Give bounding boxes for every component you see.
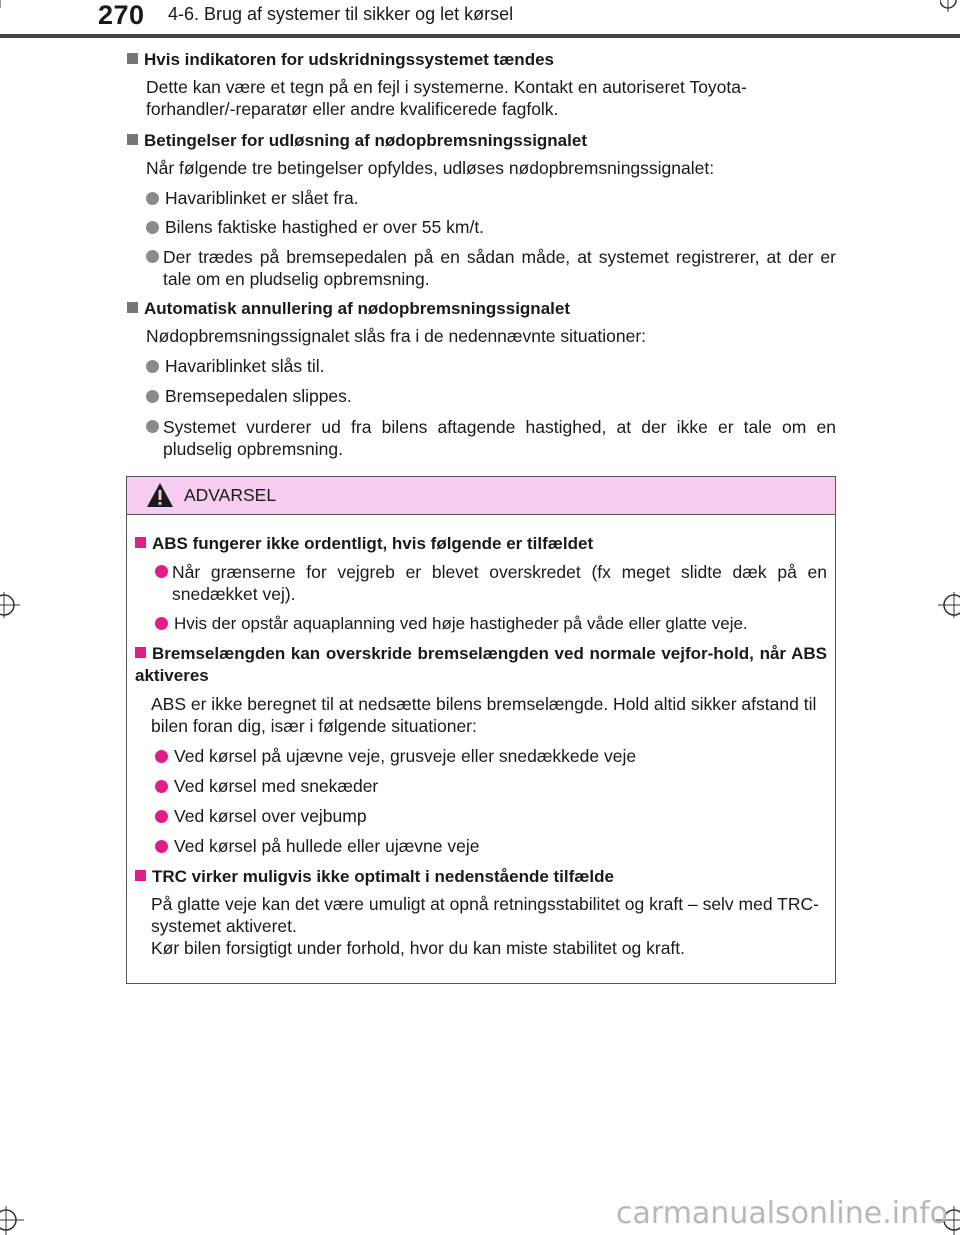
circle-bullet-icon <box>155 565 168 578</box>
warning-item-title: TRC virker muligvis ikke optimalt i nedenstående tilfælde <box>135 866 614 888</box>
header-rule <box>0 34 960 38</box>
circle-bullet-icon <box>146 420 159 433</box>
crop-mark-icon <box>0 0 14 8</box>
section-body: Dette kan være et tegn på en fejl i systemerne. Kontakt en autoriseret Toyota-forhandler/-reparatør eller andre kvalificerede fagfolk. <box>146 77 747 119</box>
crop-mark-icon <box>940 0 960 12</box>
circle-bullet-icon <box>146 192 159 205</box>
section-body: Nødopbremsningssignalet slås fra i de nedennævnte situationer: <box>146 326 647 346</box>
list-item: Bilens faktiske hastighed er over 55 km/t. <box>146 216 484 238</box>
list-item: Havariblinket slås til. <box>146 355 325 377</box>
list-item: Hvis der opstår aquaplanning ved høje hastigheder på våde eller glatte veje. <box>155 613 835 635</box>
warning-label: ADVARSEL <box>184 485 277 505</box>
warning-item-title: ABS fungerer ikke ordentligt, hvis følgende er tilfældet <box>135 533 593 555</box>
warning-item-body: ABS er ikke beregnet til at nedsætte bilens bremselængde. Hold altid sikker afstand til bilen foran dig, især i følgende situationer: <box>151 694 817 736</box>
circle-bullet-icon <box>146 250 159 263</box>
list-item: Ved kørsel på ujævne veje, grusveje eller snedækkede veje <box>155 745 636 767</box>
section-title: Hvis indikatoren for udskridningssystemet tændes <box>127 49 554 71</box>
watermark: carmanualsonline.info <box>616 1196 948 1231</box>
circle-bullet-icon <box>155 617 168 630</box>
running-title: 4-6. Brug af systemer til sikker og let kørsel <box>168 4 514 24</box>
registration-mark-icon <box>0 1200 26 1235</box>
warning-box <box>126 476 836 984</box>
list-item: Havariblinket er slået fra. <box>146 187 359 209</box>
square-bullet-icon <box>127 53 138 64</box>
registration-mark-icon <box>0 590 22 620</box>
warning-item-title: Bremselængden kan overskride bremselængden ved normale vejfor-hold, når ABS aktiveres <box>135 644 827 685</box>
circle-bullet-icon <box>146 221 159 234</box>
circle-bullet-icon <box>155 750 168 763</box>
square-bullet-icon <box>127 134 138 145</box>
section-body: Når følgende tre betingelser opfyldes, udløses nødopbremsningssignalet: <box>146 158 715 178</box>
circle-bullet-icon <box>155 840 168 853</box>
square-bullet-icon <box>127 302 138 313</box>
circle-bullet-icon <box>146 360 159 373</box>
list-item: Der trædes på bremsepedalen på en sådan måde, at systemet registrerer, at der er tale om en pludselig opbremsning. <box>146 246 836 290</box>
circle-bullet-icon <box>155 780 168 793</box>
square-bullet-icon <box>135 537 146 548</box>
section-title: Betingelser for udløsning af nødopbremsningssignalet <box>127 130 587 152</box>
warning-item-body: På glatte veje kan det være umuligt at opnå retningsstabilitet og kraft – selv med TRC-systemet aktiveret. <box>151 894 819 936</box>
list-item: Ved kørsel med snekæder <box>155 775 378 797</box>
warning-item-body: Kør bilen forsigtigt under forhold, hvor du kan miste stabilitet og kraft. <box>151 938 686 958</box>
section-title: Automatisk annullering af nødopbremsningssignalet <box>127 298 570 320</box>
circle-bullet-icon <box>146 390 159 403</box>
warning-header <box>127 477 835 515</box>
square-bullet-icon <box>135 647 146 658</box>
list-item: Ved kørsel på hullede eller ujævne veje <box>155 835 479 857</box>
list-item: Bremsepedalen slippes. <box>146 385 352 407</box>
list-item: Systemet vurderer ud fra bilens aftagende hastighed, at der ikke er tale om en pludselig opbremsning. <box>146 416 836 460</box>
page-number: 270 <box>98 0 145 30</box>
circle-bullet-icon <box>155 810 168 823</box>
list-item: Når grænserne for vejgreb er blevet overskredet (fx meget slidte dæk på en snedækket vej). <box>155 561 827 605</box>
square-bullet-icon <box>135 870 146 881</box>
list-item: Ved kørsel over vejbump <box>155 805 367 827</box>
warning-triangle-icon <box>145 481 175 509</box>
registration-mark-icon <box>934 590 960 620</box>
